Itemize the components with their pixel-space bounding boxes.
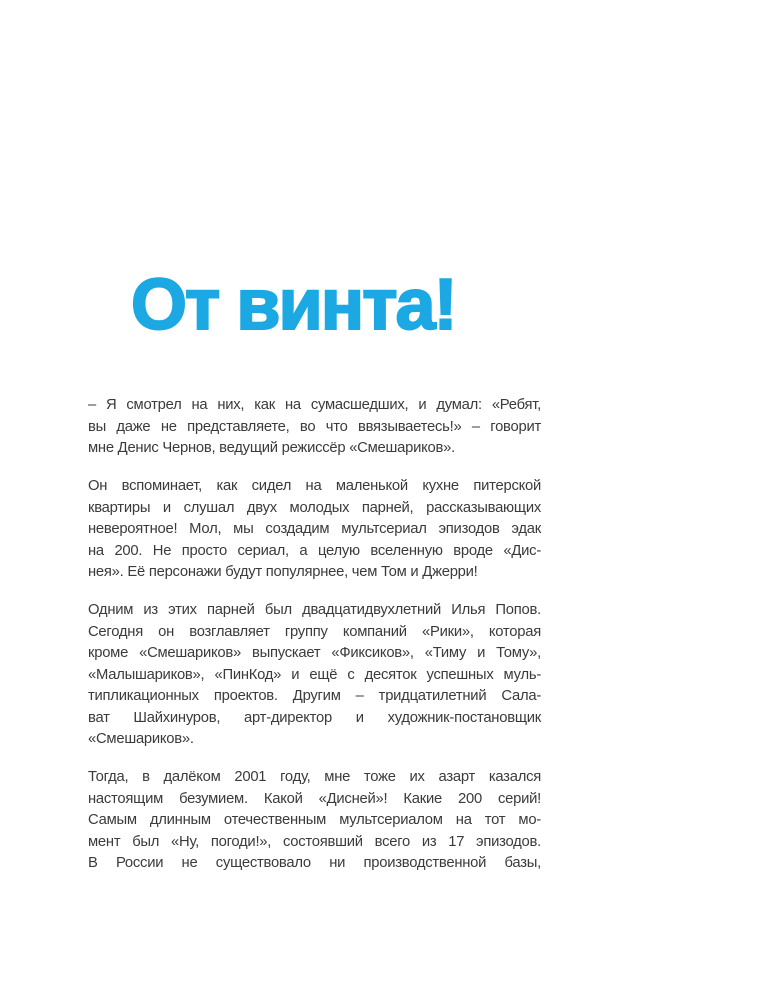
text-line: ват Шайхинуров, арт-директор и художник-постановщик [88,709,541,726]
text-line: мне Денис Чернов, ведущий режиссёр «Смешариков». [88,440,455,456]
text-line: настоящим безумием. Какой «Дисней»! Какие 200 серий! [88,790,541,807]
text-line: «Смешариков». [88,731,194,747]
text-line: Одним из этих парней был двадцатидвухлетний Илья Попов. [88,602,541,618]
text-line: кроме «Смешариков» выпускает «Фиксиков», «Тиму и Тому», [88,645,541,661]
paragraph [88,395,541,460]
text-line: Сегодня он возглавляет группу компаний «Рики», которая [88,623,541,640]
text-line: вы даже не представляете, во что ввязываетесь!» – говорит [88,418,541,435]
text-line: мент был «Ну, погоди!», состоявший всего из 17 эпизодов. [88,833,541,850]
text-line: типликационных проектов. Другим – тридцатилетний Сала- [88,688,541,704]
paragraph [88,767,541,875]
text-line: Самым длинным отечественным мультсериалом на тот мо- [88,812,541,828]
text-line: невероятное! Мол, мы создадим мультсериал эпизодов эдак [88,521,541,537]
text-line: на 200. Не просто сериал, а целую вселенную вроде «Дис- [88,542,541,559]
paragraph [88,600,541,751]
text-line: – Я смотрел на них, как на сумасшедших, и думал: «Ребят, [88,397,541,413]
text-line: В России не существовало ни производственной базы, [88,855,541,871]
chapter-title: От винта! [131,265,456,345]
text-line: нея». Её персонажи будут популярнее, чем Том и Джерри! [88,564,478,580]
text-line: Он вспоминает, как сидел на маленькой кухне питерской [88,478,541,494]
text-line: Тогда, в далёком 2001 году, мне тоже их азарт казался [88,769,541,785]
body-text [88,395,541,875]
text-line: «Малышариков», «ПинКод» и ещё с десяток успешных муль- [88,666,541,683]
text-line: квартиры и слушал двух молодых парней, рассказывающих [88,499,541,516]
paragraph [88,476,541,584]
